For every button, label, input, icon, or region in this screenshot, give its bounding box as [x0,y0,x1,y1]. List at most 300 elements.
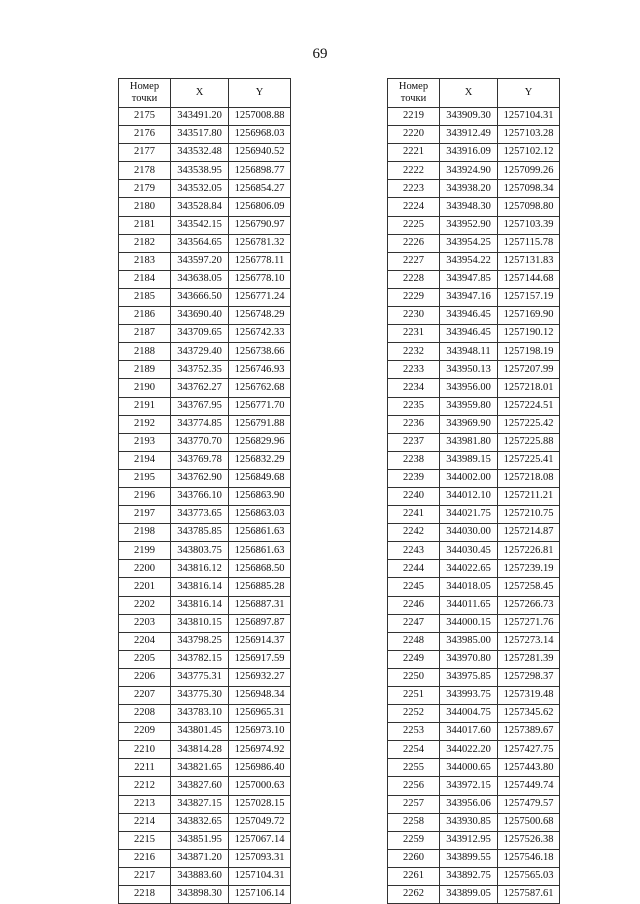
x-cell: 343827.60 [171,777,229,795]
x-cell: 343785.85 [171,524,229,542]
y-cell: 1257115.78 [498,234,560,252]
point-number-cell: 2198 [119,524,171,542]
point-number-cell: 2257 [388,795,440,813]
x-cell: 343816.14 [171,596,229,614]
x-cell: 343752.35 [171,361,229,379]
table-row [388,379,560,397]
point-number-cell: 2201 [119,578,171,596]
point-number-cell: 2230 [388,307,440,325]
point-number-cell: 2238 [388,451,440,469]
y-cell: 1256974.92 [229,741,291,759]
y-cell: 1257049.72 [229,813,291,831]
y-cell: 1256897.87 [229,614,291,632]
point-number-cell: 2251 [388,687,440,705]
table-row [119,108,291,126]
table-row [388,216,560,234]
x-cell: 343801.45 [171,723,229,741]
y-cell: 1257273.14 [498,632,560,650]
y-cell: 1256771.24 [229,288,291,306]
y-cell: 1257211.21 [498,487,560,505]
point-number-cell: 2175 [119,108,171,126]
x-cell: 344000.15 [440,614,498,632]
table-row [388,487,560,505]
x-cell: 343774.85 [171,415,229,433]
table-row [388,307,560,325]
x-cell: 344030.00 [440,524,498,542]
y-cell: 1257266.73 [498,596,560,614]
x-cell: 343810.15 [171,614,229,632]
x-cell: 343769.78 [171,451,229,469]
table-row [119,813,291,831]
point-number-cell: 2254 [388,741,440,759]
x-cell: 343972.15 [440,777,498,795]
header-point-line2: точки [400,93,427,104]
table-row [388,162,560,180]
point-number-cell: 2207 [119,687,171,705]
y-cell: 1257225.41 [498,451,560,469]
table-row [119,451,291,469]
coordinates-table-left [118,78,291,904]
table-row [388,542,560,560]
point-number-cell: 2249 [388,650,440,668]
table-row [119,668,291,686]
point-number-cell: 2210 [119,741,171,759]
table-row [119,379,291,397]
x-cell: 343709.65 [171,325,229,343]
y-cell: 1256968.03 [229,126,291,144]
table-row [388,469,560,487]
x-cell: 343564.65 [171,234,229,252]
point-number-cell: 2178 [119,162,171,180]
table-row [119,578,291,596]
point-number-cell: 2177 [119,144,171,162]
point-number-cell: 2206 [119,668,171,686]
point-number-cell: 2252 [388,705,440,723]
y-cell: 1257345.62 [498,705,560,723]
y-cell: 1257443.80 [498,759,560,777]
point-number-cell: 2192 [119,415,171,433]
x-cell: 343993.75 [440,687,498,705]
y-cell: 1257198.19 [498,343,560,361]
x-cell: 343912.95 [440,831,498,849]
point-number-cell: 2212 [119,777,171,795]
point-number-cell: 2235 [388,397,440,415]
point-number-cell: 2194 [119,451,171,469]
y-cell: 1256748.29 [229,307,291,325]
table-row [388,831,560,849]
table-row [388,596,560,614]
point-number-cell: 2236 [388,415,440,433]
table-row [388,867,560,885]
point-number-cell: 2233 [388,361,440,379]
y-cell: 1257104.31 [229,867,291,885]
coordinates-table-right [387,78,560,904]
y-cell: 1257225.42 [498,415,560,433]
point-number-cell: 2195 [119,469,171,487]
point-number-cell: 2203 [119,614,171,632]
x-cell: 343952.90 [440,216,498,234]
y-cell: 1257449.74 [498,777,560,795]
y-cell: 1257214.87 [498,524,560,542]
x-cell: 343821.65 [171,759,229,777]
x-cell: 344021.75 [440,506,498,524]
y-cell: 1256898.77 [229,162,291,180]
y-cell: 1257190.12 [498,325,560,343]
x-cell: 343538.95 [171,162,229,180]
table-row [388,524,560,542]
header-point-number [388,79,440,108]
point-number-cell: 2176 [119,126,171,144]
y-cell: 1256885.28 [229,578,291,596]
y-cell: 1256806.09 [229,198,291,216]
table-row [119,397,291,415]
y-cell: 1257098.80 [498,198,560,216]
table-row [119,252,291,270]
x-cell: 344004.75 [440,705,498,723]
table-row [119,469,291,487]
y-cell: 1256948.34 [229,687,291,705]
y-cell: 1256791.88 [229,415,291,433]
y-cell: 1257319.48 [498,687,560,705]
table-row [119,415,291,433]
header-point-line1: Номер [129,80,160,92]
point-number-cell: 2243 [388,542,440,560]
table-row [119,343,291,361]
x-cell: 343532.48 [171,144,229,162]
table-row [119,632,291,650]
y-cell: 1257102.12 [498,144,560,162]
x-cell: 343871.20 [171,849,229,867]
x-cell: 343851.95 [171,831,229,849]
point-number-cell: 2216 [119,849,171,867]
x-cell: 343803.75 [171,542,229,560]
table-row [119,777,291,795]
y-cell: 1256790.97 [229,216,291,234]
x-cell: 343517.80 [171,126,229,144]
table-row [388,741,560,759]
y-cell: 1257565.03 [498,867,560,885]
point-number-cell: 2261 [388,867,440,885]
x-cell: 343899.55 [440,849,498,867]
x-cell: 344018.05 [440,578,498,596]
table-row [119,795,291,813]
x-cell: 343956.06 [440,795,498,813]
x-cell: 343938.20 [440,180,498,198]
y-cell: 1256940.52 [229,144,291,162]
y-cell: 1256965.31 [229,705,291,723]
y-cell: 1257104.31 [498,108,560,126]
table-row [119,831,291,849]
x-cell: 343948.11 [440,343,498,361]
x-cell: 343954.25 [440,234,498,252]
x-cell: 343969.90 [440,415,498,433]
point-number-cell: 2256 [388,777,440,795]
y-cell: 1256832.29 [229,451,291,469]
y-cell: 1257224.51 [498,397,560,415]
x-cell: 343970.80 [440,650,498,668]
y-cell: 1257218.08 [498,469,560,487]
y-cell: 1256861.63 [229,542,291,560]
table-row [388,777,560,795]
y-cell: 1257226.81 [498,542,560,560]
x-cell: 343798.25 [171,632,229,650]
table-row [388,614,560,632]
table-row [388,650,560,668]
point-number-cell: 2202 [119,596,171,614]
y-cell: 1256771.70 [229,397,291,415]
table-row [119,759,291,777]
y-cell: 1257427.75 [498,741,560,759]
y-cell: 1256986.40 [229,759,291,777]
x-cell: 343827.15 [171,795,229,813]
y-cell: 1257298.37 [498,668,560,686]
x-cell: 343767.95 [171,397,229,415]
x-cell: 343775.31 [171,668,229,686]
table-row [388,849,560,867]
y-cell: 1256932.27 [229,668,291,686]
table-row [388,578,560,596]
point-number-cell: 2189 [119,361,171,379]
point-number-cell: 2217 [119,867,171,885]
y-cell: 1256861.63 [229,524,291,542]
table-row [388,886,560,904]
table-row [388,325,560,343]
y-cell: 1257144.68 [498,270,560,288]
x-cell: 343532.05 [171,180,229,198]
x-cell: 343899.05 [440,886,498,904]
table-row [388,180,560,198]
table-row [119,542,291,560]
point-number-cell: 2240 [388,487,440,505]
x-cell: 343947.85 [440,270,498,288]
x-cell: 343954.22 [440,252,498,270]
point-number-cell: 2260 [388,849,440,867]
y-cell: 1256778.10 [229,270,291,288]
point-number-cell: 2247 [388,614,440,632]
table-row [119,741,291,759]
y-cell: 1257526.38 [498,831,560,849]
table-row [119,180,291,198]
point-number-cell: 2211 [119,759,171,777]
x-cell: 343770.70 [171,433,229,451]
y-cell: 1257281.39 [498,650,560,668]
point-number-cell: 2190 [119,379,171,397]
table-row [388,813,560,831]
x-cell: 343832.65 [171,813,229,831]
point-number-cell: 2223 [388,180,440,198]
table-body-right [388,108,560,904]
table-row [119,705,291,723]
point-number-cell: 2193 [119,433,171,451]
header-y: Y [498,79,560,108]
point-number-cell: 2234 [388,379,440,397]
point-number-cell: 2185 [119,288,171,306]
y-cell: 1256868.50 [229,560,291,578]
table-row [388,270,560,288]
table-row [119,614,291,632]
x-cell: 343638.05 [171,270,229,288]
y-cell: 1257546.18 [498,849,560,867]
point-number-cell: 2209 [119,723,171,741]
x-cell: 343989.15 [440,451,498,469]
point-number-cell: 2262 [388,886,440,904]
y-cell: 1257000.63 [229,777,291,795]
point-number-cell: 2197 [119,506,171,524]
y-cell: 1256849.68 [229,469,291,487]
table-row [388,108,560,126]
x-cell: 343782.15 [171,650,229,668]
point-number-cell: 2255 [388,759,440,777]
table-row [119,216,291,234]
point-number-cell: 2246 [388,596,440,614]
point-number-cell: 2244 [388,560,440,578]
table-row [119,867,291,885]
y-cell: 1257389.67 [498,723,560,741]
point-number-cell: 2224 [388,198,440,216]
table-row [388,361,560,379]
x-cell: 343959.80 [440,397,498,415]
x-cell: 343762.27 [171,379,229,397]
table-row [388,723,560,741]
table-row [388,397,560,415]
x-cell: 343981.80 [440,433,498,451]
table-row [388,632,560,650]
x-cell: 343666.50 [171,288,229,306]
point-number-cell: 2179 [119,180,171,198]
y-cell: 1257093.31 [229,849,291,867]
point-number-cell: 2239 [388,469,440,487]
table-row [119,506,291,524]
point-number-cell: 2232 [388,343,440,361]
x-cell: 343542.15 [171,216,229,234]
y-cell: 1257169.90 [498,307,560,325]
x-cell: 344030.45 [440,542,498,560]
point-number-cell: 2248 [388,632,440,650]
point-number-cell: 2183 [119,252,171,270]
table-row [388,451,560,469]
y-cell: 1256887.31 [229,596,291,614]
y-cell: 1256863.90 [229,487,291,505]
table-row [119,560,291,578]
table-row [119,288,291,306]
y-cell: 1256973.10 [229,723,291,741]
point-number-cell: 2226 [388,234,440,252]
y-cell: 1257225.88 [498,433,560,451]
point-number-cell: 2222 [388,162,440,180]
point-number-cell: 2186 [119,307,171,325]
table-row [119,596,291,614]
y-cell: 1256914.37 [229,632,291,650]
table-row [119,487,291,505]
table-row [388,288,560,306]
y-cell: 1257207.99 [498,361,560,379]
x-cell: 343816.12 [171,560,229,578]
table-row [119,198,291,216]
point-number-cell: 2205 [119,650,171,668]
x-cell: 343775.30 [171,687,229,705]
point-number-cell: 2188 [119,343,171,361]
table-row [119,849,291,867]
y-cell: 1256746.93 [229,361,291,379]
x-cell: 344012.10 [440,487,498,505]
y-cell: 1256854.27 [229,180,291,198]
x-cell: 343930.85 [440,813,498,831]
point-number-cell: 2219 [388,108,440,126]
header-x: X [440,79,498,108]
table-row [388,687,560,705]
y-cell: 1257131.83 [498,252,560,270]
point-number-cell: 2220 [388,126,440,144]
table-row [388,795,560,813]
header-point-number [119,79,171,108]
y-cell: 1257218.01 [498,379,560,397]
table-row [388,198,560,216]
x-cell: 343924.90 [440,162,498,180]
y-cell: 1257258.45 [498,578,560,596]
y-cell: 1257500.68 [498,813,560,831]
point-number-cell: 2225 [388,216,440,234]
x-cell: 343912.49 [440,126,498,144]
point-number-cell: 2187 [119,325,171,343]
y-cell: 1257103.39 [498,216,560,234]
y-cell: 1257067.14 [229,831,291,849]
point-number-cell: 2253 [388,723,440,741]
x-cell: 343597.20 [171,252,229,270]
table-row [119,270,291,288]
point-number-cell: 2215 [119,831,171,849]
x-cell: 343948.30 [440,198,498,216]
table-row [119,162,291,180]
x-cell: 343690.40 [171,307,229,325]
table-row [388,433,560,451]
x-cell: 343816.14 [171,578,229,596]
header-x: X [171,79,229,108]
table-body-left [119,108,291,904]
table-row [119,723,291,741]
point-number-cell: 2227 [388,252,440,270]
point-number-cell: 2228 [388,270,440,288]
x-cell: 343528.84 [171,198,229,216]
table-row [388,144,560,162]
header-row [119,79,291,108]
point-number-cell: 2200 [119,560,171,578]
y-cell: 1257103.28 [498,126,560,144]
table-row [388,705,560,723]
x-cell: 344002.00 [440,469,498,487]
point-number-cell: 2245 [388,578,440,596]
y-cell: 1256778.11 [229,252,291,270]
header-y: Y [229,79,291,108]
y-cell: 1256742.33 [229,325,291,343]
x-cell: 343491.20 [171,108,229,126]
page-number: 69 [312,46,328,62]
y-cell: 1256781.32 [229,234,291,252]
point-number-cell: 2218 [119,886,171,904]
x-cell: 343898.30 [171,886,229,904]
y-cell: 1256829.96 [229,433,291,451]
table-row [388,343,560,361]
table-row [388,668,560,686]
x-cell: 344017.60 [440,723,498,741]
point-number-cell: 2214 [119,813,171,831]
y-cell: 1257028.15 [229,795,291,813]
table-row [119,433,291,451]
y-cell: 1257479.57 [498,795,560,813]
point-number-cell: 2231 [388,325,440,343]
y-cell: 1257587.61 [498,886,560,904]
point-number-cell: 2184 [119,270,171,288]
x-cell: 343783.10 [171,705,229,723]
